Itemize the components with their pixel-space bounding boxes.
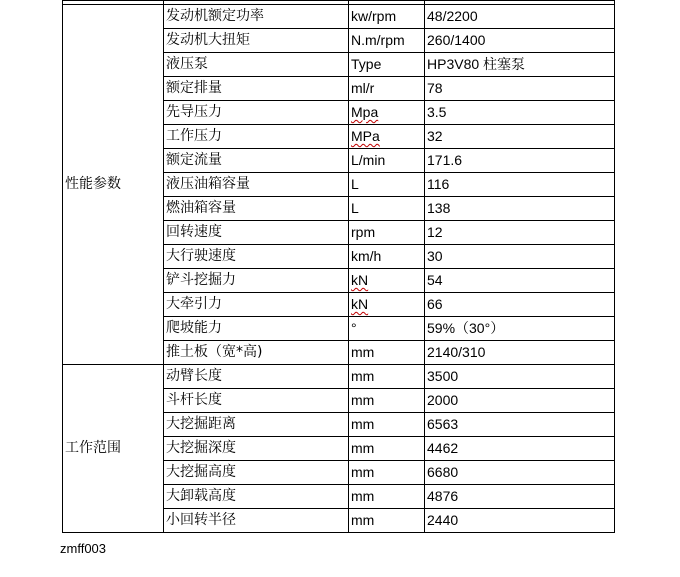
param-value: 54 <box>425 269 615 293</box>
param-unit <box>349 269 425 293</box>
param-value: 138 <box>425 197 615 221</box>
param-name: 大挖掘距离 <box>164 413 349 437</box>
table-row <box>63 365 615 389</box>
param-unit <box>349 221 425 245</box>
param-unit <box>349 125 425 149</box>
param-value: 78 <box>425 77 615 101</box>
param-unit-text: km/h <box>351 248 382 264</box>
param-unit-text: ° <box>351 320 357 336</box>
spec-table-body <box>63 1 615 533</box>
param-name: 大牵引力 <box>164 293 349 317</box>
param-value: 66 <box>425 293 615 317</box>
param-value: 32 <box>425 125 615 149</box>
param-unit-text: N.m/rpm <box>351 32 405 48</box>
param-name: 斗杆长度 <box>164 389 349 413</box>
param-name: 小回转半径 <box>164 509 349 533</box>
param-name: 大卸载高度 <box>164 485 349 509</box>
param-name: 回转速度 <box>164 221 349 245</box>
param-unit <box>349 149 425 173</box>
param-unit-text: mm <box>351 440 375 456</box>
param-value: 4876 <box>425 485 615 509</box>
param-name: 发动机大扭矩 <box>164 29 349 53</box>
param-unit <box>349 365 425 389</box>
table-row <box>63 5 615 29</box>
param-unit <box>349 293 425 317</box>
param-unit-text: mm <box>351 464 375 480</box>
param-unit-text: L <box>351 176 359 192</box>
param-name: 大挖掘高度 <box>164 461 349 485</box>
param-value: 2000 <box>425 389 615 413</box>
param-value: 2140/310 <box>425 341 615 365</box>
param-value: 3500 <box>425 365 615 389</box>
param-value: HP3V80 柱塞泵 <box>425 53 615 77</box>
param-value: 48/2200 <box>425 5 615 29</box>
param-unit-text: mm <box>351 368 375 384</box>
param-unit <box>349 5 425 29</box>
param-unit-text: mm <box>351 512 375 528</box>
param-value: 59%（30°） <box>425 317 615 341</box>
param-unit <box>349 389 425 413</box>
param-unit <box>349 245 425 269</box>
param-unit-text: mm <box>351 488 375 504</box>
param-unit-text: kw/rpm <box>351 8 397 24</box>
param-name: 动臂长度 <box>164 365 349 389</box>
param-name: 额定排量 <box>164 77 349 101</box>
param-unit <box>349 173 425 197</box>
param-value: 30 <box>425 245 615 269</box>
param-unit-text: rpm <box>351 224 376 240</box>
param-unit-text: Type <box>351 56 382 72</box>
param-unit <box>349 461 425 485</box>
param-value: 171.6 <box>425 149 615 173</box>
param-unit-text: mm <box>351 344 375 360</box>
param-name: 发动机额定功率 <box>164 5 349 29</box>
spec-table <box>62 0 615 533</box>
param-name: 推土板（宽*高) <box>164 341 349 365</box>
group-label: 性能参数 <box>63 5 164 365</box>
group-label: 工作范围 <box>63 365 164 533</box>
param-value: 116 <box>425 173 615 197</box>
param-unit <box>349 53 425 77</box>
param-unit-text: ml/r <box>351 80 375 96</box>
image-caption: zmff003 <box>60 541 107 556</box>
param-value: 12 <box>425 221 615 245</box>
param-value: 6680 <box>425 461 615 485</box>
param-unit <box>349 29 425 53</box>
param-name: 液压油箱容量 <box>164 173 349 197</box>
param-name: 大行驶速度 <box>164 245 349 269</box>
param-unit <box>349 101 425 125</box>
param-unit <box>349 485 425 509</box>
param-name: 爬坡能力 <box>164 317 349 341</box>
param-value: 3.5 <box>425 101 615 125</box>
param-name: 先导压力 <box>164 101 349 125</box>
param-name: 铲斗挖掘力 <box>164 269 349 293</box>
param-value: 2440 <box>425 509 615 533</box>
param-unit-text: kN <box>351 296 369 312</box>
param-value: 6563 <box>425 413 615 437</box>
param-unit <box>349 197 425 221</box>
param-unit <box>349 341 425 365</box>
param-name: 工作压力 <box>164 125 349 149</box>
param-unit <box>349 317 425 341</box>
param-value: 4462 <box>425 437 615 461</box>
param-unit-text: Mpa <box>351 104 379 120</box>
param-unit-text: L <box>351 200 359 216</box>
param-unit-text: kN <box>351 272 369 288</box>
param-unit-text: mm <box>351 392 375 408</box>
param-unit <box>349 509 425 533</box>
spec-sheet <box>62 0 614 533</box>
param-name: 燃油箱容量 <box>164 197 349 221</box>
param-unit-text: L/min <box>351 152 386 168</box>
param-value: 260/1400 <box>425 29 615 53</box>
param-name: 大挖掘深度 <box>164 437 349 461</box>
param-name: 液压泵 <box>164 53 349 77</box>
param-unit <box>349 437 425 461</box>
param-unit-text: mm <box>351 416 375 432</box>
param-name: 额定流量 <box>164 149 349 173</box>
param-unit-text: MPa <box>351 128 380 144</box>
param-unit <box>349 413 425 437</box>
param-unit <box>349 77 425 101</box>
